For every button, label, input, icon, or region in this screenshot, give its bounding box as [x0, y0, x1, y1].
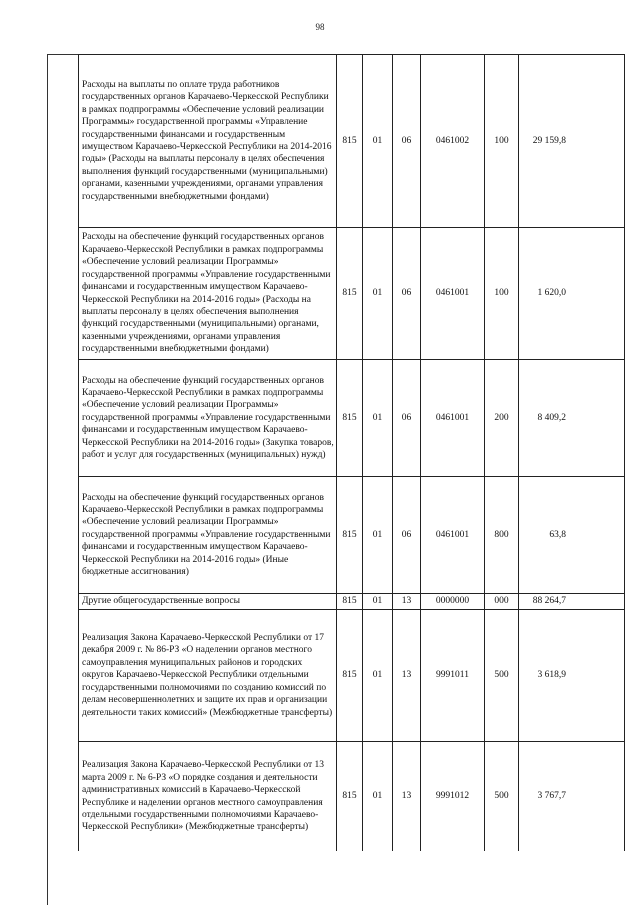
row-amount: 29 159,8 [519, 55, 625, 228]
expense-type-code: 100 [485, 228, 519, 360]
subsection-code: 06 [393, 360, 421, 477]
section-code: 01 [363, 610, 393, 742]
budget-table [78, 54, 625, 851]
section-code: 01 [363, 228, 393, 360]
row-description: Реализация Закона Карачаево-Черкесской Республики от 17 декабря 2009 г. № 86-РЗ «О наделении органов местного самоуправления муниципальных районов и городских округов Карачаево-Черкесской Республики отдельными государственными полномочиями по созданию комиссий по делам несовершеннолетних и защите их прав и организации деятельности таких комиссий» (Межбюджетные трансферты) [79, 610, 337, 742]
section-code: 01 [363, 477, 393, 594]
expense-type-code: 800 [485, 477, 519, 594]
table-row [79, 742, 625, 852]
target-article-code: 0461001 [421, 228, 485, 360]
row-amount: 3 767,7 [519, 742, 625, 852]
table-row [79, 610, 625, 742]
row-amount: 1 620,0 [519, 228, 625, 360]
row-amount: 8 409,2 [519, 360, 625, 477]
expense-type-code: 100 [485, 55, 519, 228]
subsection-code: 06 [393, 55, 421, 228]
subsection-code: 13 [393, 742, 421, 852]
section-code: 01 [363, 742, 393, 852]
target-article-code: 0000000 [421, 594, 485, 610]
ministry-code: 815 [337, 742, 363, 852]
subsection-code: 13 [393, 610, 421, 742]
ministry-code: 815 [337, 55, 363, 228]
expense-type-code: 000 [485, 594, 519, 610]
row-amount: 63,8 [519, 477, 625, 594]
section-code: 01 [363, 360, 393, 477]
table-row [79, 594, 625, 610]
target-article-code: 0461002 [421, 55, 485, 228]
row-description: Расходы на обеспечение функций государственных органов Карачаево-Черкесской Республики в рамках подпрограммы «Обеспечение условий реализации Программы» государственной программы «Управление государственными финансами и государственным имуществом Карачаево-Черкесской Республики на 2014-2016 годы» (Иные бюджетные ассигнования) [79, 477, 337, 594]
table-row [79, 228, 625, 360]
target-article-code: 9991011 [421, 610, 485, 742]
expense-type-code: 200 [485, 360, 519, 477]
target-article-code: 0461001 [421, 477, 485, 594]
section-code: 01 [363, 55, 393, 228]
subsection-code: 13 [393, 594, 421, 610]
expense-type-code: 500 [485, 610, 519, 742]
left-margin-rule [47, 54, 48, 905]
table-row [79, 360, 625, 477]
target-article-code: 9991012 [421, 742, 485, 852]
subsection-code: 06 [393, 477, 421, 594]
row-description: Расходы на обеспечение функций государственных органов Карачаево-Черкесской Республики в рамках подпрограммы «Обеспечение условий реализации Программы» государственной программы «Управление государственными финансами и государственным имуществом Карачаево-Черкесской Республики на 2014-2016 годы» (Расходы на выплаты персоналу в целях обеспечения выполнения функций государственными (муниципальными) органами, казенными учреждениями, органами управления государственными внебюджетными фондами) [79, 228, 337, 360]
row-description: Реализация Закона Карачаево-Черкесской Республики от 13 марта 2009 г. № 6-РЗ «О порядке создания и деятельности административных комиссий в Карачаево-Черкесской Республике и наделении органов местного самоуправления отдельными государственными полномочиями Карачаево-Черкесской Республики» (Межбюджетные трансферты) [79, 742, 337, 852]
ministry-code: 815 [337, 610, 363, 742]
row-description: Расходы на обеспечение функций государственных органов Карачаево-Черкесской Республики в рамках подпрограммы «Обеспечение условий реализации Программы» государственной программы «Управление государственными финансами и государственным имуществом Карачаево-Черкесской Республики на 2014-2016 годы» (Закупка товаров, работ и услуг для государственных (муниципальных) нужд) [79, 360, 337, 477]
row-description: Расходы на выплаты по оплате труда работников государственных органов Карачаево-Черкесской Республики в рамках подпрограммы «Обеспечение условий реализации Программы» государственной программы «Управление государственными финансами и государственным имуществом Карачаево-Черкесской Республики на 2014-2016 годы» (Расходы на выплаты персоналу в целях обеспечения выполнения функций государственными (муниципальными) органами, казенными учреждениями, органами управления государственными внебюджетными фондами) [79, 55, 337, 228]
ministry-code: 815 [337, 594, 363, 610]
section-code: 01 [363, 594, 393, 610]
row-description: Другие общегосударственные вопросы [79, 594, 337, 610]
row-amount: 3 618,9 [519, 610, 625, 742]
page-number: 98 [315, 22, 325, 32]
row-amount: 88 264,7 [519, 594, 625, 610]
table-row [79, 55, 625, 228]
expense-type-code: 500 [485, 742, 519, 852]
ministry-code: 815 [337, 360, 363, 477]
top-margin-rule [47, 54, 78, 55]
table-row [79, 477, 625, 594]
ministry-code: 815 [337, 228, 363, 360]
subsection-code: 06 [393, 228, 421, 360]
target-article-code: 0461001 [421, 360, 485, 477]
ministry-code: 815 [337, 477, 363, 594]
